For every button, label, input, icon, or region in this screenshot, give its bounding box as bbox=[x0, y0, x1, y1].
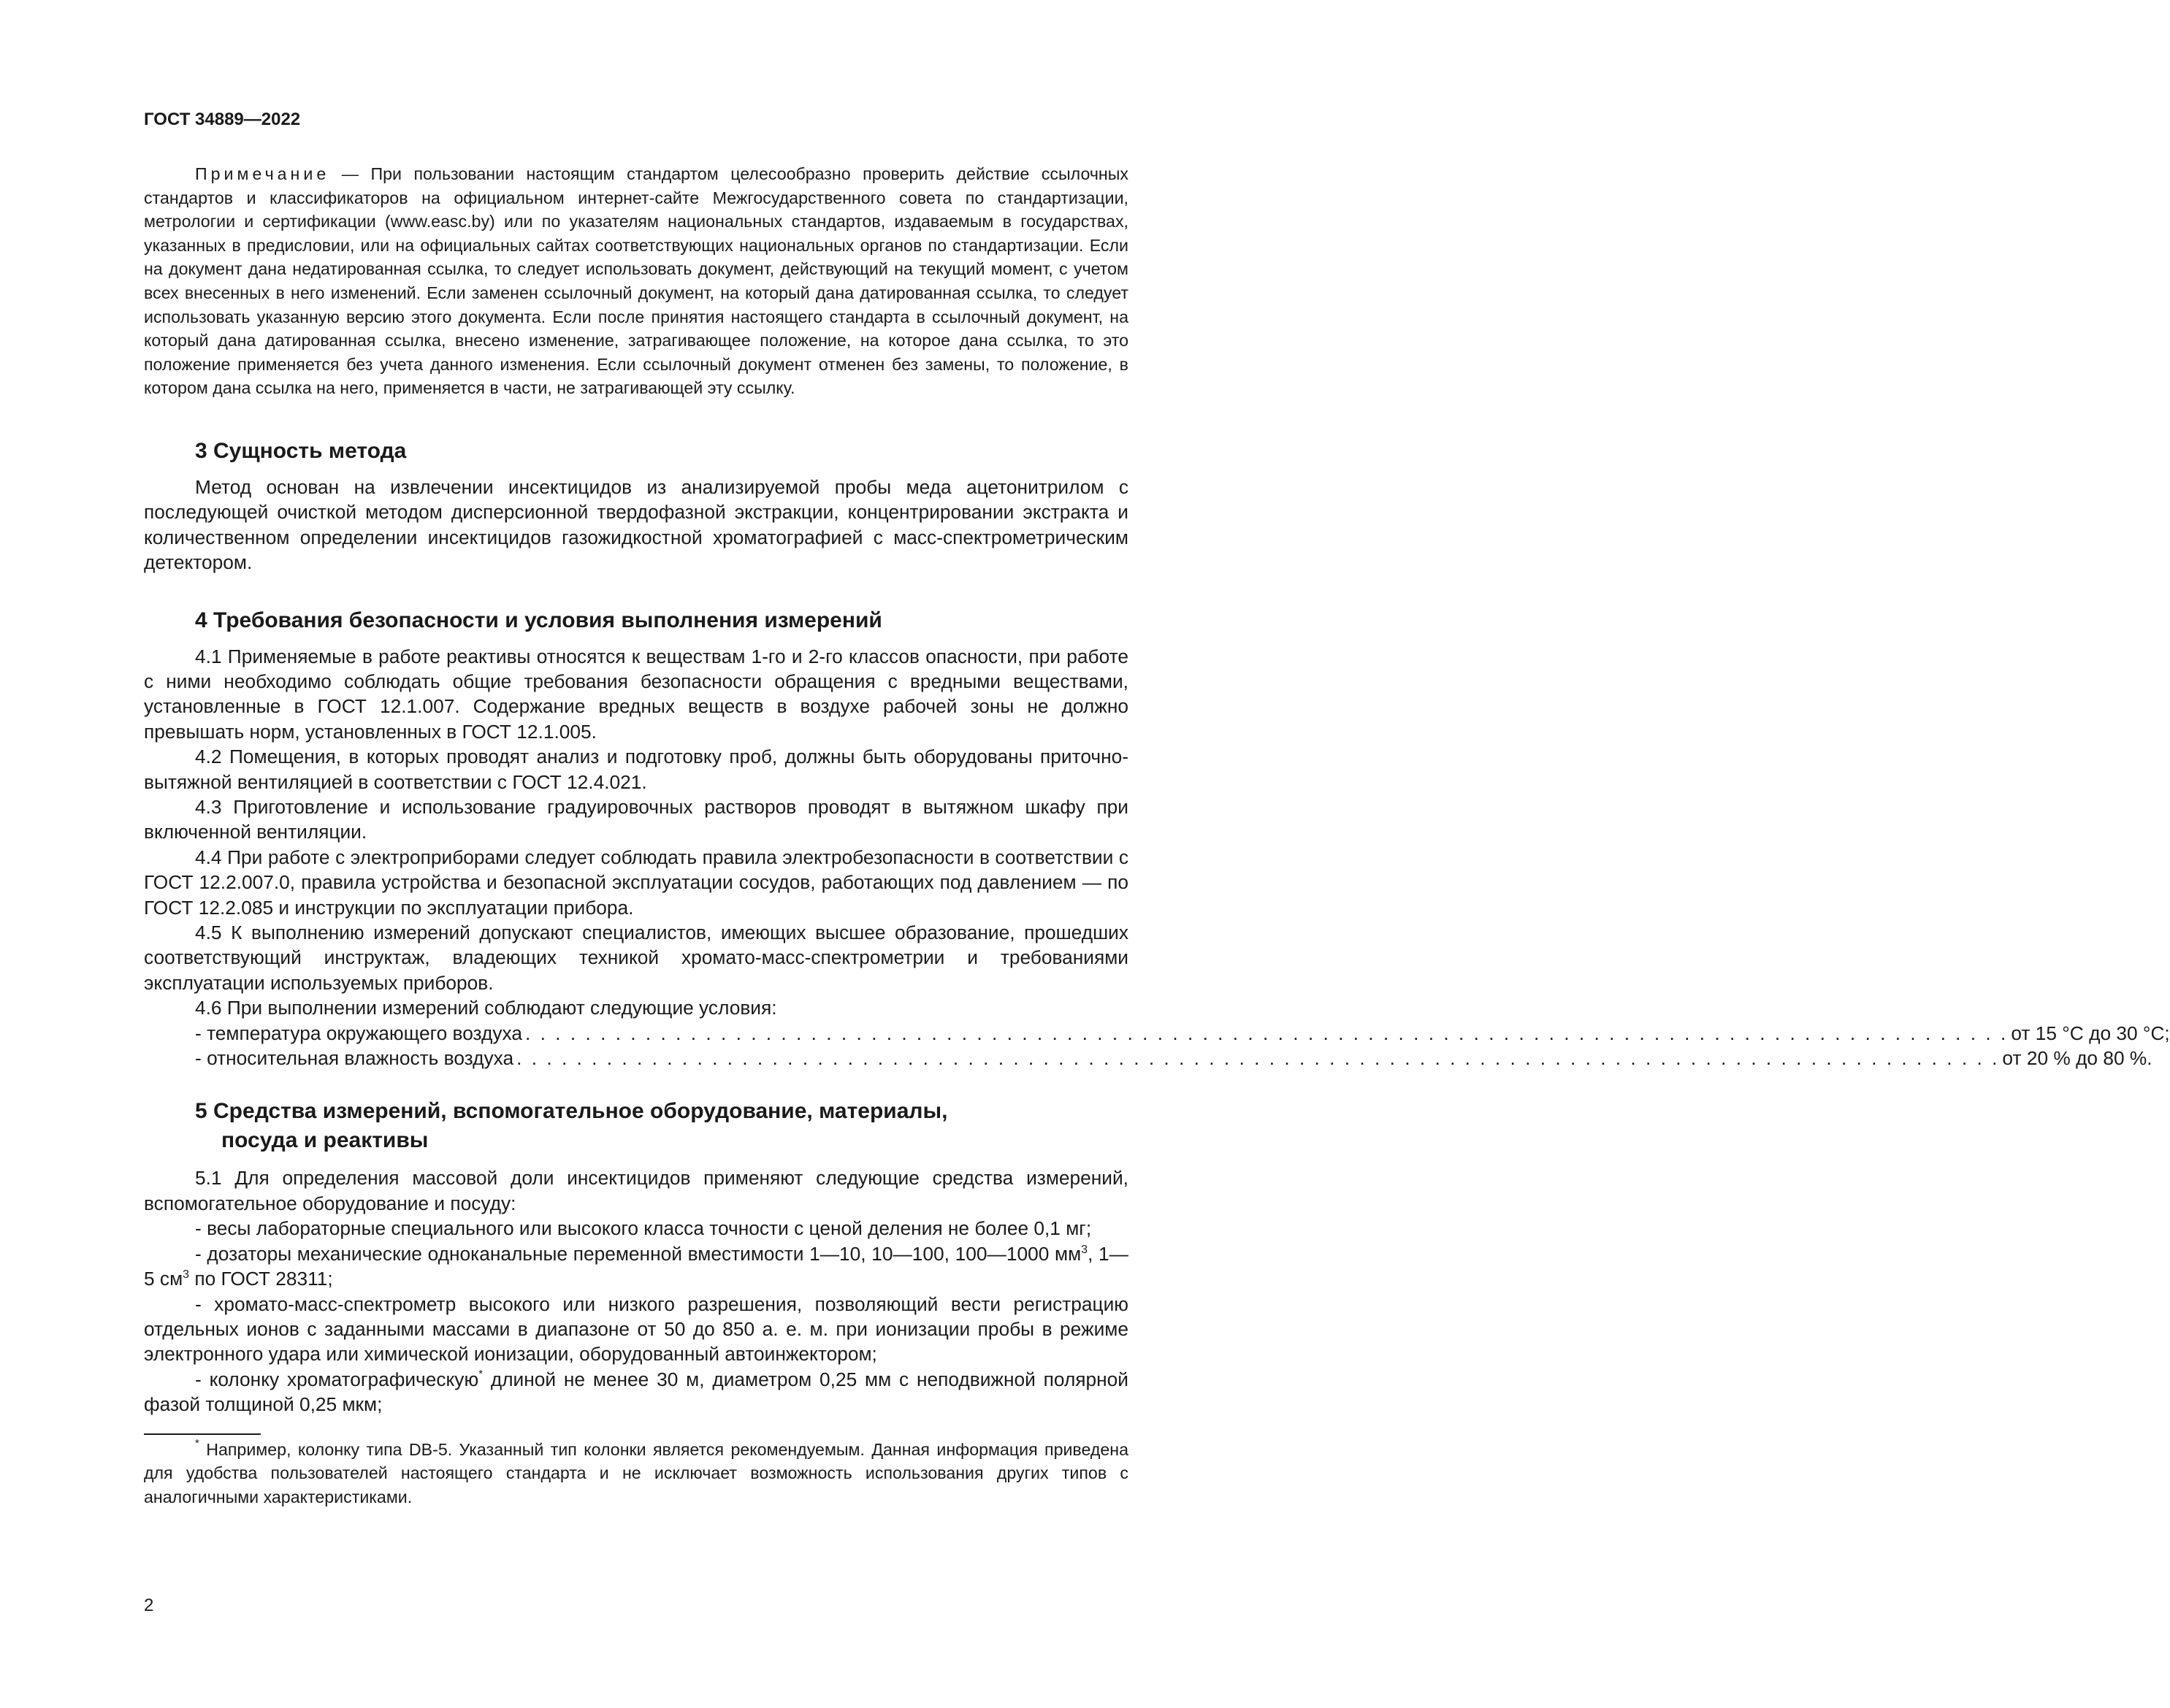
list-item-column bbox=[144, 1367, 1128, 1417]
clause-4-2: 4.2 Помещения, в которых проводят анализ и подготовку проб, должны быть оборудованы приточно-вытяжной вентиляцией в соответствии с ГОСТ 12.4.021. bbox=[144, 746, 1128, 793]
clause-4-5: 4.5 К выполнению измерений допускают специалистов, имеющих высшее образование, прошедших соответствующий инструктаж, владеющих техникой хромато-масс-спектрометрии и требованиями эксплуатации используемых приборов. bbox=[144, 922, 1128, 994]
footnote-divider bbox=[144, 1433, 261, 1435]
superscript: 3 bbox=[1081, 1243, 1088, 1256]
dot-leader: . . . . . . . . . . . . . . . . . . . . . . . . . . . . . . . . . . . . . . . . . . . . . . . . . . . . . . . . . . . . . . . . . . . . . . . . . . . . . . . . . . . . . . . . . . . . . . . . . . . bbox=[525, 1022, 2009, 1044]
page-number: 2 bbox=[144, 1596, 154, 1615]
list-item-text: по ГОСТ 28311; bbox=[189, 1268, 333, 1290]
dot-leader: . . . . . . . . . . . . . . . . . . . . . . . . . . . . . . . . . . . . . . . . . . . . . . . . . . . . . . . . . . . . . . . . . . . . . . . . . . . . . . . . . . . . . . . . . . . . . . . . . . . bbox=[516, 1047, 2000, 1070]
clause-5-1: 5.1 Для определения массовой доли инсектицидов применяют следующие средства измерений, вспомогательное оборудование и посуду: bbox=[144, 1167, 1128, 1214]
condition-value: от 15 °С до 30 °С; bbox=[2011, 1022, 2170, 1044]
list-item-text: - дозаторы механические одноканальные переменной вместимости 1—10, 10—100, 100—1000 мм bbox=[195, 1242, 1082, 1265]
list-item-text: , 1—5 см bbox=[144, 1242, 1128, 1290]
footnote bbox=[144, 1438, 1128, 1509]
clause-4-1: 4.1 Применяемые в работе реактивы относятся к веществам 1-го и 2-го классов опасности, при работе с ними необходимо соблюдать общие требования безопасности обращения с вредными веществами, установленные в ГОСТ 12.1.007. Содержание вредных веществ в воздухе рабочей зоны не должно превышать норм, установленных в ГОСТ 12.1.005. bbox=[144, 645, 1128, 743]
section-4-heading: 4 Требования безопасности и условия выполнения измерений bbox=[195, 608, 882, 632]
list-item-scales: - весы лабораторные специального или высокого класса точности с ценой деления не более 0,1 мг; bbox=[195, 1217, 1092, 1240]
section-3-heading: 3 Сущность метода bbox=[195, 438, 407, 463]
footnote-marker: * bbox=[195, 1436, 199, 1449]
condition-humidity bbox=[144, 1046, 2152, 1071]
section-5-title-line-2: посуда и реактивы bbox=[221, 1128, 429, 1153]
note-text: — При пользовании настоящим стандартом целесообразно проверить действие ссылочных стандартов и классификаторов на официальном интернет-сайте Межгосударственного совета по стандартизации, метрологии и сертификации (www.easc.by) или по указателям национальных стандартов, издаваемым в государствах, указанных в предисловии, или на официальных сайтах соответствующих национальных органов по стандартизации. Если на документ дана недатированная ссылка, то следует использовать документ, действующий на текущий момент, с учетом всех внесенных в него изменений. Если заменен ссылочный документ, на который дана датированная ссылка, то следует использовать указанную версию этого документа. Если после принятия настоящего стандарта в ссылочный документ, на который дана датированная ссылка, внесено изменение, затрагивающее положение, на которое дана ссылка, то это положение применяется без учета данного изменения. Если ссылочный документ отменен без замены, то положение, в котором дана ссылка на него, применяется в части, не затрагивающей эту ссылку. bbox=[144, 164, 1128, 398]
list-item-text: длиной не менее 30 м, диаметром 0,25 мм с неподвижной полярной фазой толщиной 0,25 мкм; bbox=[144, 1368, 1128, 1416]
page-content bbox=[144, 108, 2170, 1509]
section-5-heading bbox=[144, 1097, 1128, 1155]
clause-4-3: 4.3 Приготовление и использование градуировочных растворов проводят в вытяжном шкафу при включенной вентиляции. bbox=[144, 796, 1128, 843]
condition-label: - температура окружающего воздуха bbox=[195, 1022, 523, 1044]
footnote-text: Например, колонку типа DB-5. Указанный тип колонки является рекомендуемым. Данная информация приведена для удобства пользователей настоящего стандарта и не исключает возможность использования других типов с аналогичными характеристиками. bbox=[144, 1439, 1128, 1506]
list-item-spectrometer: - хромато-масс-спектрометр высокого или низкого разрешения, позволяющий вести регистрацию отдельных ионов с заданными массами в диапазоне от 50 до 850 а. е. м. при ионизации пробы в режиме электронного удара или химической ионизации, оборудованный автоинжектором; bbox=[144, 1293, 1128, 1366]
condition-temperature bbox=[144, 1021, 2170, 1046]
note-label: Примечание bbox=[195, 164, 330, 183]
section-5-title-line-1: 5 Средства измерений, вспомогательное оборудование, материалы, bbox=[195, 1099, 948, 1124]
list-item-dispensers bbox=[144, 1241, 1128, 1292]
condition-value: от 20 % до 80 %. bbox=[2002, 1047, 2152, 1070]
superscript: 3 bbox=[183, 1268, 190, 1282]
clause-4-4: 4.4 При работе с электроприборами следует соблюдать правила электробезопасности в соответствии с ГОСТ 12.2.007.0, правила устройства и безопасной эксплуатации сосудов, работающих под давлением — по ГОСТ 12.2.085 и инструкции по эксплуатации прибора. bbox=[144, 846, 1128, 919]
condition-label: - относительная влажность воздуха bbox=[195, 1047, 514, 1070]
document-code: ГОСТ 34889—2022 bbox=[144, 110, 301, 129]
clause-4-6: 4.6 При выполнении измерений соблюдают следующие условия: bbox=[195, 997, 777, 1019]
list-item-text: - колонку хроматографическую bbox=[195, 1368, 479, 1390]
note-paragraph bbox=[144, 162, 1128, 400]
footnote-marker: * bbox=[478, 1367, 484, 1380]
section-3-paragraph: Метод основан на извлечении инсектицидов из анализируемой пробы меда ацетонитрилом с последующей очисткой методом дисперсионной твердофазной экстракции, концентрировании экстракта и количественном определении инсектицидов газожидкостной хроматографией с масс-спектрометрическим детектором. bbox=[144, 475, 1128, 574]
